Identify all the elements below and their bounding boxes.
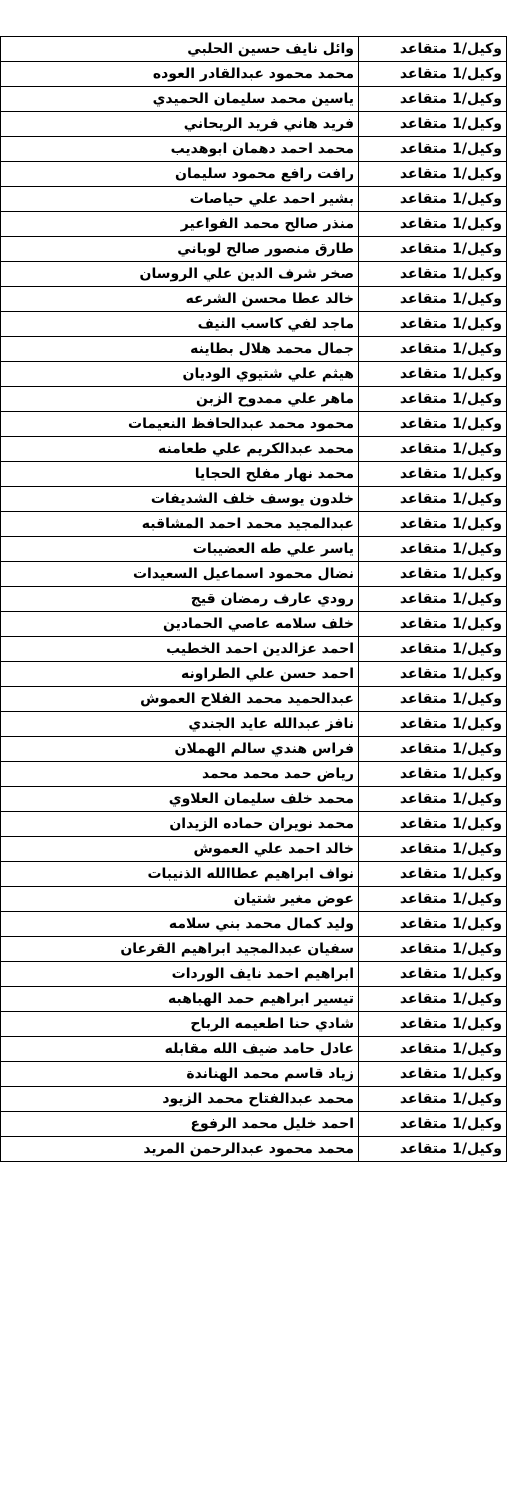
table-row — [1, 587, 507, 612]
name-cell[interactable]: محمود محمد عبدالحافظ النعيمات — [1, 412, 359, 437]
table-row — [1, 287, 507, 312]
rank-cell[interactable]: وكيل/1 متقاعد — [359, 862, 507, 887]
name-cell[interactable]: صخر شرف الدين علي الروسان — [1, 262, 359, 287]
name-cell[interactable]: خالد عطا محسن الشرعه — [1, 287, 359, 312]
rank-cell[interactable]: وكيل/1 متقاعد — [359, 437, 507, 462]
retired-officers-table — [0, 36, 507, 1162]
rank-cell[interactable]: وكيل/1 متقاعد — [359, 787, 507, 812]
table-row — [1, 962, 507, 987]
name-cell[interactable]: جمال محمد هلال بطاينه — [1, 337, 359, 362]
rank-cell[interactable]: وكيل/1 متقاعد — [359, 562, 507, 587]
rank-cell[interactable]: وكيل/1 متقاعد — [359, 737, 507, 762]
table-row — [1, 837, 507, 862]
table-row — [1, 712, 507, 737]
name-cell[interactable]: نواف ابراهيم عطاالله الذنيبات — [1, 862, 359, 887]
rank-cell[interactable]: وكيل/1 متقاعد — [359, 662, 507, 687]
rank-cell[interactable]: وكيل/1 متقاعد — [359, 387, 507, 412]
table-row — [1, 1112, 507, 1137]
table-row — [1, 112, 507, 137]
rank-cell[interactable]: وكيل/1 متقاعد — [359, 412, 507, 437]
name-cell[interactable]: فراس هندي سالم الهملان — [1, 737, 359, 762]
rank-cell[interactable]: وكيل/1 متقاعد — [359, 337, 507, 362]
rank-cell[interactable]: وكيل/1 متقاعد — [359, 912, 507, 937]
rank-cell[interactable]: وكيل/1 متقاعد — [359, 762, 507, 787]
rank-cell[interactable]: وكيل/1 متقاعد — [359, 1087, 507, 1112]
table-row — [1, 1062, 507, 1087]
table-row — [1, 387, 507, 412]
table-row — [1, 87, 507, 112]
table-row — [1, 612, 507, 637]
name-cell[interactable]: تيسير ابراهيم حمد الهباهبه — [1, 987, 359, 1012]
rank-cell[interactable]: وكيل/1 متقاعد — [359, 37, 507, 62]
name-cell[interactable]: رافت رافع محمود سليمان — [1, 162, 359, 187]
table-row — [1, 1012, 507, 1037]
name-cell[interactable]: محمد احمد دهمان ابوهديب — [1, 137, 359, 162]
name-cell[interactable]: عبدالحميد محمد الفلاح العموش — [1, 687, 359, 712]
table-row — [1, 237, 507, 262]
name-cell[interactable]: عبدالمجيد محمد احمد المشاقبه — [1, 512, 359, 537]
rank-cell[interactable]: وكيل/1 متقاعد — [359, 187, 507, 212]
rank-cell[interactable]: وكيل/1 متقاعد — [359, 687, 507, 712]
name-cell[interactable]: شادي حنا اطعيمه الرباح — [1, 1012, 359, 1037]
table-row — [1, 812, 507, 837]
name-cell[interactable]: خالد احمد علي العموش — [1, 837, 359, 862]
table-row — [1, 687, 507, 712]
rank-cell[interactable]: وكيل/1 متقاعد — [359, 962, 507, 987]
table-row — [1, 437, 507, 462]
table-row — [1, 737, 507, 762]
name-cell[interactable]: زياد قاسم محمد الهناندة — [1, 1062, 359, 1087]
name-cell[interactable]: نضال محمود اسماعيل السعيدات — [1, 562, 359, 587]
rank-cell[interactable]: وكيل/1 متقاعد — [359, 987, 507, 1012]
rank-cell[interactable]: وكيل/1 متقاعد — [359, 62, 507, 87]
rank-cell[interactable]: وكيل/1 متقاعد — [359, 587, 507, 612]
table-row — [1, 512, 507, 537]
rank-cell[interactable]: وكيل/1 متقاعد — [359, 112, 507, 137]
table-row — [1, 862, 507, 887]
table-row — [1, 62, 507, 87]
table-row — [1, 1087, 507, 1112]
name-cell[interactable]: محمد نهار مفلح الحجايا — [1, 462, 359, 487]
rank-cell[interactable]: وكيل/1 متقاعد — [359, 237, 507, 262]
name-cell[interactable]: ماهر علي ممدوح الزبن — [1, 387, 359, 412]
table-row — [1, 37, 507, 62]
name-cell[interactable]: محمد محمود عبدالقادر العوده — [1, 62, 359, 87]
rank-cell[interactable]: وكيل/1 متقاعد — [359, 87, 507, 112]
table-row — [1, 462, 507, 487]
rank-cell[interactable]: وكيل/1 متقاعد — [359, 137, 507, 162]
rank-cell[interactable]: وكيل/1 متقاعد — [359, 1112, 507, 1137]
rank-cell[interactable]: وكيل/1 متقاعد — [359, 362, 507, 387]
table-row — [1, 887, 507, 912]
name-cell[interactable]: وليد كمال محمد بني سلامه — [1, 912, 359, 937]
name-cell[interactable]: رودي عارف رمضان قيج — [1, 587, 359, 612]
name-cell[interactable]: ياسر علي طه العضيبات — [1, 537, 359, 562]
name-cell[interactable]: محمد خلف سليمان العلاوي — [1, 787, 359, 812]
name-cell[interactable]: ماجد لفي كاسب النيف — [1, 312, 359, 337]
name-cell[interactable]: نافز عبدالله عايد الجندي — [1, 712, 359, 737]
table-row — [1, 662, 507, 687]
rank-cell[interactable]: وكيل/1 متقاعد — [359, 637, 507, 662]
table-row — [1, 337, 507, 362]
rank-cell[interactable]: وكيل/1 متقاعد — [359, 1012, 507, 1037]
name-cell[interactable]: محمد عبدالفتاح محمد الزيود — [1, 1087, 359, 1112]
name-cell[interactable]: عادل حامد ضيف الله مقابله — [1, 1037, 359, 1062]
table-row — [1, 262, 507, 287]
name-cell[interactable]: هيثم علي شتيوي الوديان — [1, 362, 359, 387]
table-row — [1, 212, 507, 237]
rank-cell[interactable]: وكيل/1 متقاعد — [359, 1062, 507, 1087]
rank-cell[interactable]: وكيل/1 متقاعد — [359, 312, 507, 337]
name-cell[interactable]: محمد عبدالكريم علي طعامنه — [1, 437, 359, 462]
rank-cell[interactable]: وكيل/1 متقاعد — [359, 537, 507, 562]
table-row — [1, 487, 507, 512]
table-row — [1, 637, 507, 662]
rank-cell[interactable]: وكيل/1 متقاعد — [359, 287, 507, 312]
table-row — [1, 787, 507, 812]
table-row — [1, 937, 507, 962]
rank-cell[interactable]: وكيل/1 متقاعد — [359, 262, 507, 287]
table-row — [1, 1137, 507, 1162]
table-row — [1, 362, 507, 387]
table-row — [1, 562, 507, 587]
rank-cell[interactable]: وكيل/1 متقاعد — [359, 1137, 507, 1162]
table-row — [1, 187, 507, 212]
name-cell[interactable]: عوض مغير شتيان — [1, 887, 359, 912]
name-cell[interactable]: خلدون يوسف خلف الشديفات — [1, 487, 359, 512]
table-body — [1, 37, 507, 1162]
rank-cell[interactable]: وكيل/1 متقاعد — [359, 887, 507, 912]
name-cell[interactable]: احمد حسن علي الطراونه — [1, 662, 359, 687]
name-cell[interactable]: رياض حمد محمد محمد — [1, 762, 359, 787]
name-cell[interactable]: بشير احمد علي حياصات — [1, 187, 359, 212]
table-row — [1, 137, 507, 162]
rank-cell[interactable]: وكيل/1 متقاعد — [359, 812, 507, 837]
name-cell[interactable]: خلف سلامه عاصي الحمادين — [1, 612, 359, 637]
table-row — [1, 412, 507, 437]
name-cell[interactable]: فريد هاني فريد الريحاني — [1, 112, 359, 137]
name-cell[interactable]: ياسين محمد سليمان الحميدي — [1, 87, 359, 112]
name-cell[interactable]: منذر صالح محمد الفواعير — [1, 212, 359, 237]
rank-cell[interactable]: وكيل/1 متقاعد — [359, 1037, 507, 1062]
table-row — [1, 312, 507, 337]
rank-cell[interactable]: وكيل/1 متقاعد — [359, 487, 507, 512]
name-cell[interactable]: وائل نايف حسين الحلبي — [1, 37, 359, 62]
table-row — [1, 162, 507, 187]
rank-cell[interactable]: وكيل/1 متقاعد — [359, 712, 507, 737]
table-row — [1, 537, 507, 562]
rank-cell[interactable]: وكيل/1 متقاعد — [359, 837, 507, 862]
rank-cell[interactable]: وكيل/1 متقاعد — [359, 462, 507, 487]
table-row — [1, 1037, 507, 1062]
rank-cell[interactable]: وكيل/1 متقاعد — [359, 162, 507, 187]
rank-cell[interactable]: وكيل/1 متقاعد — [359, 612, 507, 637]
name-cell[interactable]: طارق منصور صالح لوباني — [1, 237, 359, 262]
rank-cell[interactable]: وكيل/1 متقاعد — [359, 937, 507, 962]
name-cell[interactable]: محمد محمود عبدالرحمن المريد — [1, 1137, 359, 1162]
name-cell[interactable]: احمد عزالدين احمد الخطيب — [1, 637, 359, 662]
rank-cell[interactable]: وكيل/1 متقاعد — [359, 212, 507, 237]
name-cell[interactable]: محمد نويران حماده الزيدان — [1, 812, 359, 837]
name-cell[interactable]: ابراهيم احمد نايف الوردات — [1, 962, 359, 987]
name-cell[interactable]: احمد خليل محمد الرفوع — [1, 1112, 359, 1137]
name-cell[interactable]: سفيان عبدالمجيد ابراهيم القرعان — [1, 937, 359, 962]
table-row — [1, 762, 507, 787]
table-row — [1, 912, 507, 937]
table-row — [1, 987, 507, 1012]
rank-cell[interactable]: وكيل/1 متقاعد — [359, 512, 507, 537]
